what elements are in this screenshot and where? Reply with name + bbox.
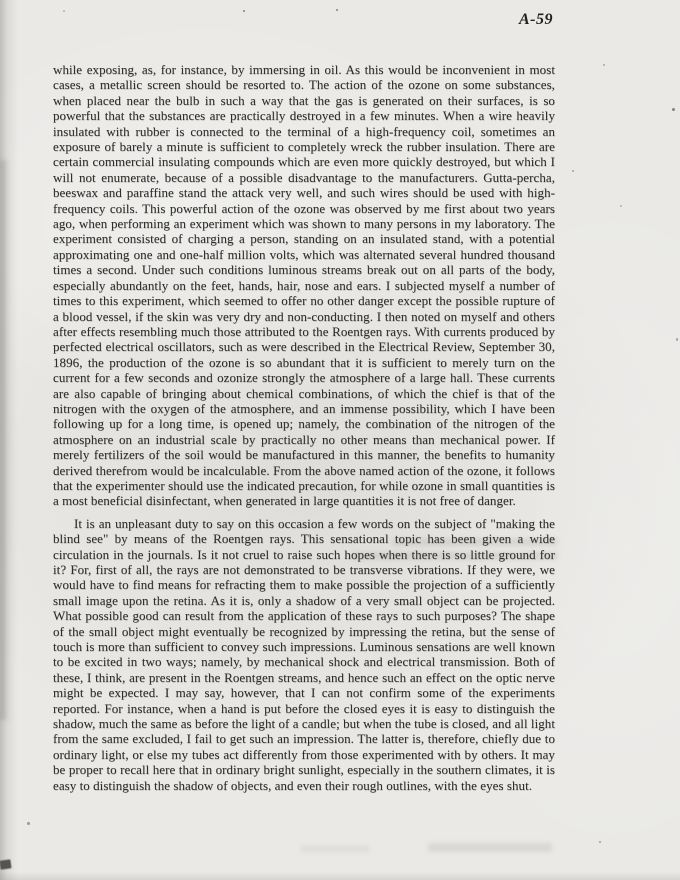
bleed-through-smudge xyxy=(352,552,558,560)
body-text xyxy=(53,62,555,793)
scan-speckle xyxy=(572,170,574,172)
scan-speckle xyxy=(603,64,605,66)
scan-speckle xyxy=(336,9,338,11)
scan-corner-mark xyxy=(0,859,12,869)
bleed-through-smudge xyxy=(392,538,558,546)
scan-speckle xyxy=(243,10,245,12)
paragraph-1: while exposing, as, for instance, by immersing in oil. As this would be inconvenient in most cases, a metallic screen should be resorted to. The action of the ozone on some substances, when placed near the bulb in such a way that the gas is generated on their surfaces, is so powerful that the substances are practically destroyed in a few minutes. When a wire heavily insulated with rubber is connected to the terminal of a high-frequency coil, sometimes an exposure of barely a minute is sufficient to completely wreck the rubber insulation. There are certain commercial insulating compounds which are even more quickly destroyed, but which I will not enumerate, because of a possible disadvantage to the manufacturers. Gutta-percha, beeswax and paraffine stand the attack very well, and such wires should be used with high-frequency coils. This powerful action of the ozone was observed by me first about two years ago, when performing an experiment which was shown to many persons in my laboratory. The experiment consisted of charging a person, standing on an insulated stand, with a potential approximating one and one-half million volts, which was alternated several hundred thousand times a second. Under such conditions luminous streams break out on all parts of the body, especially abundantly on the feet, hands, hair, nose and ears. I subjected myself a number of times to this experiment, which seemed to offer no other danger except the possible rupture of a blood vessel, if the skin was very dry and non-conducting. I then noted on myself and others after effects resembling much those attributed to the Roentgen rays. With currents produced by perfected electrical oscillators, such as were described in the Electrical Review, September 30, 1896, the production of the ozone is so abundant that it is sufficient to merely turn on the current for a few seconds and ozonize strongly the atmosphere of a large hall. These currents are also capable of bringing about chemical combinations, of which the chief is that of the nitrogen with the oxygen of the atmosphere, and an immense possibility, which I have been following up for a long time, is opened up; namely, the combination of the nitrogen of the atmosphere on an industrial scale by practically no other means than mechanical power. If merely fertilizers of the soil would be manufactured in this manner, the benefits to humanity derived therefrom would be incalculable. From the above named action of the ozone, it follows that the experimenter should use the indicated precaution, for while ozone in small quantities is a most beneficial disinfectant, when generated in large quantities it is not free of danger. xyxy=(53,62,555,509)
paragraph-2: It is an unpleasant duty to say on this occasion a few words on the subject of "making the blind see" by means of the Roentgen rays. This sensational topic has been given a wide circulation in the journals. Is it not cruel to raise such hopes when there is so little ground for it? For, first of all, the rays are not demonstrated to be transverse vibrations. If they were, we would have to find means for refracting them to make possible the projection of a sufficiently small image upon the retina. As it is, only a shadow of a very small object can be projected. What possible good can result from the application of these rays to such purposes? The shape of the small object might eventually be recognized by impressing the retina, but the sense of touch is more than sufficient to convey such impressions. Luminous sensations are well known to be excited in two ways; namely, by mechanical shock and electrical transmission. Both of these, I think, are present in the Roentgen streams, and hence such an effect on the optic nerve might be expected. I may say, however, that I can not confirm some of the experiments reported. For instance, when a hand is put before the closed eyes it is easy to distinguish the shadow, much the same as before the light of a candle; but when the tube is closed, and all light from the same excluded, I fail to get such an impression. The latter is, therefore, chiefly due to ordinary light, or else my tubes act differently from those experimented with by others. It may be proper to recall here that in ordinary bright sunlight, especially in the southern climates, it is easy to distinguish the shadow of objects, and even their rough outlines, with the eyes shut. xyxy=(53,515,555,793)
bleed-through-smudge xyxy=(300,845,370,853)
bleed-through-smudge xyxy=(428,843,552,852)
scan-speckle xyxy=(676,338,678,341)
scan-speckle xyxy=(599,841,601,843)
scan-edge-shadow-left-mid xyxy=(0,160,10,720)
scan-speckle xyxy=(63,10,65,12)
scan-speckle xyxy=(620,205,622,207)
scan-edge-shadow-bottom xyxy=(0,872,680,880)
scan-speckle xyxy=(672,108,675,111)
page-number: A-59 xyxy=(519,11,553,28)
scan-speckle xyxy=(27,822,30,825)
